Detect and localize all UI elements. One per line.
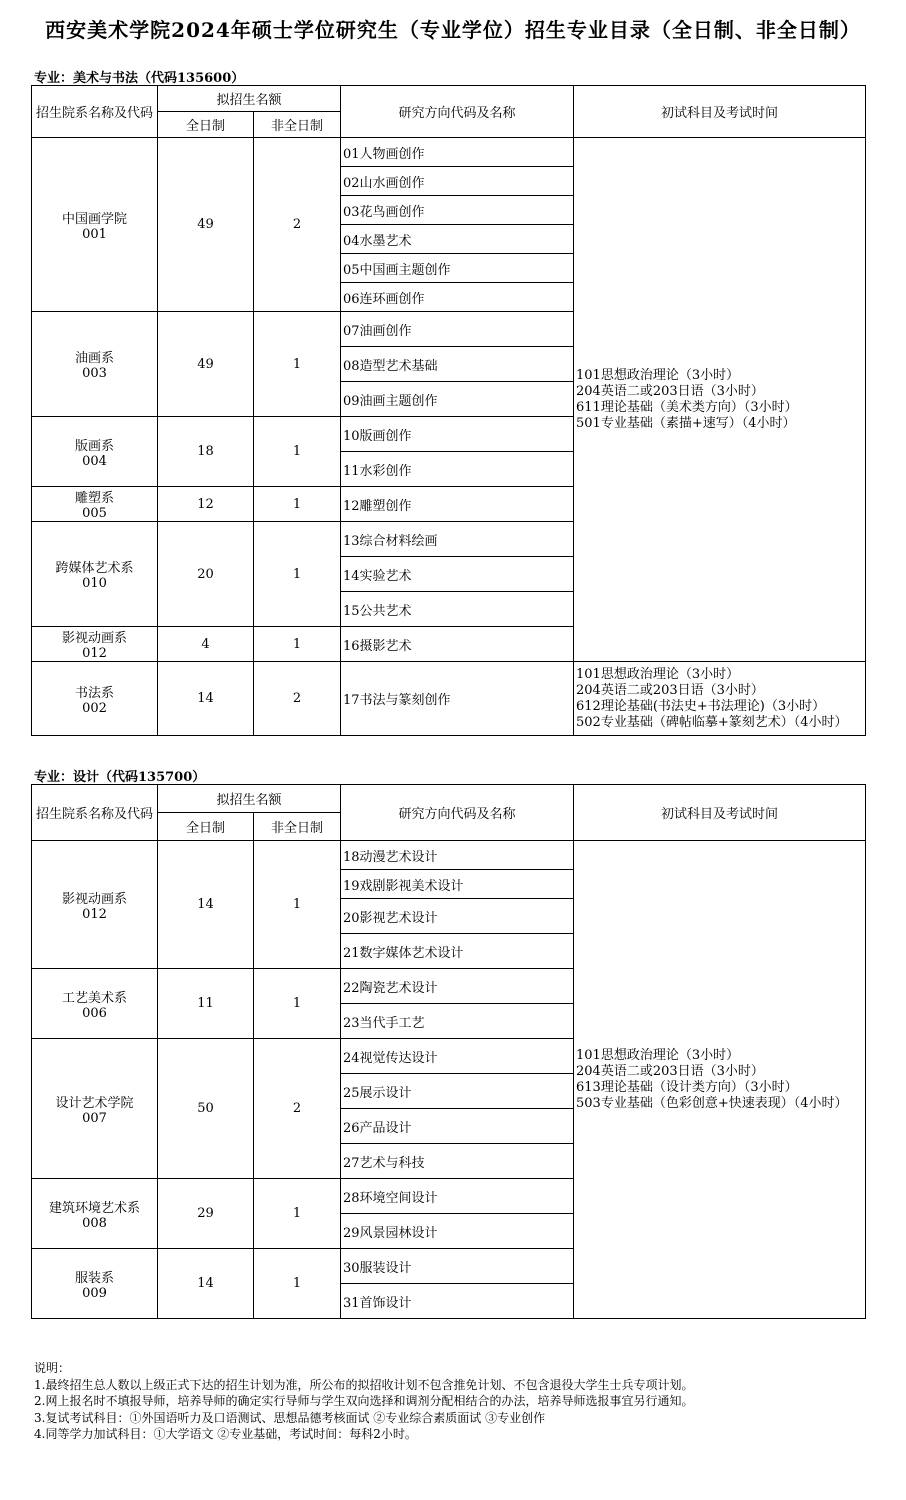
direction-cell: 22陶瓷艺术设计 — [341, 969, 574, 1004]
note-item: 3.复试考试科目：①外国语听力及口语测试、思想品德考核面试 ②专业综合素质面试 ③专业创作 — [34, 1410, 546, 1425]
dept-name: 设计艺术学院 — [55, 1095, 134, 1111]
exam-cell — [574, 841, 866, 1319]
dept-name: 油画系 — [74, 351, 114, 366]
table-row — [32, 138, 866, 167]
parttime-count: 1 — [254, 969, 341, 1039]
fulltime-header: 全日制 — [158, 112, 254, 138]
exam-subject: 611理论基础（美术类方向）（3小时） — [576, 399, 798, 415]
dept-name: 服装系 — [74, 1270, 114, 1286]
direction-cell: 28环境空间设计 — [341, 1179, 574, 1214]
exam-cell — [574, 138, 866, 662]
direction-cell: 02山水画创作 — [341, 167, 574, 196]
direction-cell: 29风景园林设计 — [341, 1214, 574, 1249]
dept-code: 009 — [82, 1285, 107, 1301]
dept-code: 008 — [82, 1215, 107, 1231]
dept-cell — [32, 1249, 158, 1319]
page-title: 西安美术学院2024年硕士学位研究生（专业学位）招生专业目录（全日制、非全日制） — [45, 18, 861, 42]
quota-header: 拟招生名额 — [158, 785, 341, 813]
direction-cell: 30服装设计 — [341, 1249, 574, 1284]
exam-subject: 612理论基础(书法史+书法理论)（3小时） — [576, 698, 826, 714]
direction-header: 研究方向代码及名称 — [341, 86, 574, 138]
direction-cell: 06连环画创作 — [341, 283, 574, 312]
dept-code: 012 — [82, 646, 107, 661]
direction-cell: 12雕塑创作 — [341, 487, 574, 522]
fulltime-count: 14 — [158, 841, 254, 969]
exam-subject: 503专业基础（色彩创意+快速表现）（4小时） — [576, 1095, 848, 1111]
enrollment-table-design — [31, 784, 866, 1319]
note-item: 1.最终招生总人数以上级正式下达的招生计划为准，所公布的拟招收计划不包含推免计划、不包含退役大学生士兵专项计划。 — [34, 1377, 694, 1392]
direction-cell: 13综合材料绘画 — [341, 522, 574, 557]
direction-cell: 23当代手工艺 — [341, 1004, 574, 1039]
dept-cell — [32, 487, 158, 522]
fulltime-count: 49 — [158, 312, 254, 417]
dept-cell — [32, 841, 158, 969]
direction-cell: 08造型艺术基础 — [341, 347, 574, 382]
dept-cell — [32, 138, 158, 312]
fulltime-count: 14 — [158, 1249, 254, 1319]
direction-cell: 21数字媒体艺术设计 — [341, 934, 574, 969]
fulltime-count: 20 — [158, 522, 254, 627]
table-row — [32, 662, 866, 736]
dept-cell — [32, 969, 158, 1039]
parttime-count: 1 — [254, 487, 341, 522]
exam-header: 初试科目及考试时间 — [574, 785, 866, 841]
direction-cell: 01人物画创作 — [341, 138, 574, 167]
major-heading: 专业：美术与书法（代码135600） — [34, 71, 245, 86]
fulltime-count: 18 — [158, 417, 254, 487]
dept-name: 工艺美术系 — [61, 990, 127, 1006]
direction-header: 研究方向代码及名称 — [341, 785, 574, 841]
dept-name: 中国画学院 — [61, 211, 127, 227]
parttime-count: 1 — [254, 627, 341, 662]
dept-cell — [32, 1039, 158, 1179]
exam-subject: 101思想政治理论（3小时） — [576, 1047, 740, 1063]
exam-subject: 501专业基础（素描+速写）（4小时） — [576, 415, 796, 431]
direction-cell: 15公共艺术 — [341, 592, 574, 627]
parttime-count: 1 — [254, 312, 341, 417]
exam-subject: 613理论基础（设计类方向）（3小时） — [576, 1079, 798, 1095]
exam-subject: 204英语二或203日语（3小时） — [576, 1063, 764, 1079]
dept-header: 招生院系名称及代码 — [32, 86, 158, 138]
dept-cell — [32, 1179, 158, 1249]
dept-name: 建筑环境艺术系 — [48, 1200, 140, 1216]
dept-cell — [32, 522, 158, 627]
direction-cell: 04水墨艺术 — [341, 225, 574, 254]
fulltime-count: 4 — [158, 627, 254, 662]
dept-name: 跨媒体艺术系 — [55, 561, 134, 576]
dept-header: 招生院系名称及代码 — [32, 785, 158, 841]
exam-subject: 204英语二或203日语（3小时） — [576, 682, 764, 698]
dept-code: 002 — [82, 700, 107, 716]
dept-name: 雕塑系 — [74, 491, 114, 506]
quota-header: 拟招生名额 — [158, 86, 341, 112]
parttime-count: 2 — [254, 662, 341, 736]
direction-cell: 27艺术与科技 — [341, 1144, 574, 1179]
parttime-header: 非全日制 — [254, 112, 341, 138]
header-row — [32, 86, 866, 112]
dept-name: 影视动画系 — [61, 631, 127, 646]
direction-cell: 03花鸟画创作 — [341, 196, 574, 225]
table-row — [32, 841, 866, 870]
notes — [34, 1360, 693, 1443]
fulltime-count: 50 — [158, 1039, 254, 1179]
exam-header: 初试科目及考试时间 — [574, 86, 866, 138]
dept-code: 007 — [82, 1110, 107, 1126]
dept-code: 003 — [82, 366, 107, 381]
fulltime-header: 全日制 — [158, 813, 254, 841]
dept-code: 012 — [82, 906, 107, 922]
dept-code: 001 — [82, 226, 107, 242]
note-item: 4.同等学力加试科目：①大学语文 ②专业基础，考试时间：每科2小时。 — [34, 1427, 417, 1441]
direction-cell: 11水彩创作 — [341, 452, 574, 487]
exam-subject: 502专业基础（碑帖临摹+篆刻艺术）（4小时） — [576, 714, 848, 730]
direction-cell: 20影视艺术设计 — [341, 899, 574, 934]
parttime-count: 2 — [254, 1039, 341, 1179]
parttime-count: 1 — [254, 522, 341, 627]
exam-subject: 204英语二或203日语（3小时） — [576, 383, 764, 399]
parttime-count: 1 — [254, 1179, 341, 1249]
direction-cell: 17书法与篆刻创作 — [341, 662, 574, 736]
exam-cell — [574, 662, 866, 736]
direction-cell: 24视觉传达设计 — [341, 1039, 574, 1074]
direction-cell: 18动漫艺术设计 — [341, 841, 574, 870]
direction-cell: 09油画主题创作 — [341, 382, 574, 417]
parttime-count: 1 — [254, 1249, 341, 1319]
fulltime-count: 29 — [158, 1179, 254, 1249]
direction-cell: 10版画创作 — [341, 417, 574, 452]
header-row — [32, 785, 866, 813]
dept-cell — [32, 312, 158, 417]
fulltime-count: 11 — [158, 969, 254, 1039]
direction-cell: 25展示设计 — [341, 1074, 574, 1109]
dept-code: 004 — [82, 453, 107, 469]
exam-subject: 101思想政治理论（3小时） — [576, 367, 740, 383]
fulltime-count: 49 — [158, 138, 254, 312]
parttime-count: 2 — [254, 138, 341, 312]
direction-cell: 31首饰设计 — [341, 1284, 574, 1319]
direction-cell: 16摄影艺术 — [341, 627, 574, 662]
notes-title: 说明： — [34, 1361, 71, 1375]
parttime-header: 非全日制 — [254, 813, 341, 841]
direction-cell: 19戏剧影视美术设计 — [341, 870, 574, 899]
dept-cell — [32, 417, 158, 487]
note-item: 2.网上报名时不填报导师，培养导师的确定实行导师与学生双向选择和调剂分配相结合的办法，培养导师选报事宜另行通知。 — [34, 1394, 694, 1408]
exam-subject: 101思想政治理论（3小时） — [576, 666, 740, 682]
direction-cell: 26产品设计 — [341, 1109, 574, 1144]
direction-cell: 07油画创作 — [341, 312, 574, 347]
fulltime-count: 12 — [158, 487, 254, 522]
parttime-count: 1 — [254, 841, 341, 969]
dept-cell — [32, 627, 158, 662]
dept-name: 书法系 — [74, 685, 114, 701]
dept-name: 影视动画系 — [61, 891, 127, 907]
fulltime-count: 14 — [158, 662, 254, 736]
dept-cell — [32, 662, 158, 736]
dept-code: 006 — [82, 1005, 107, 1021]
direction-cell: 05中国画主题创作 — [341, 254, 574, 283]
dept-code: 010 — [82, 576, 107, 591]
direction-cell: 14实验艺术 — [341, 557, 574, 592]
dept-name: 版画系 — [74, 438, 114, 454]
parttime-count: 1 — [254, 417, 341, 487]
major-heading: 专业：设计（代码135700） — [34, 770, 206, 785]
dept-code: 005 — [82, 506, 107, 521]
enrollment-table-art-calligraphy — [31, 85, 866, 736]
